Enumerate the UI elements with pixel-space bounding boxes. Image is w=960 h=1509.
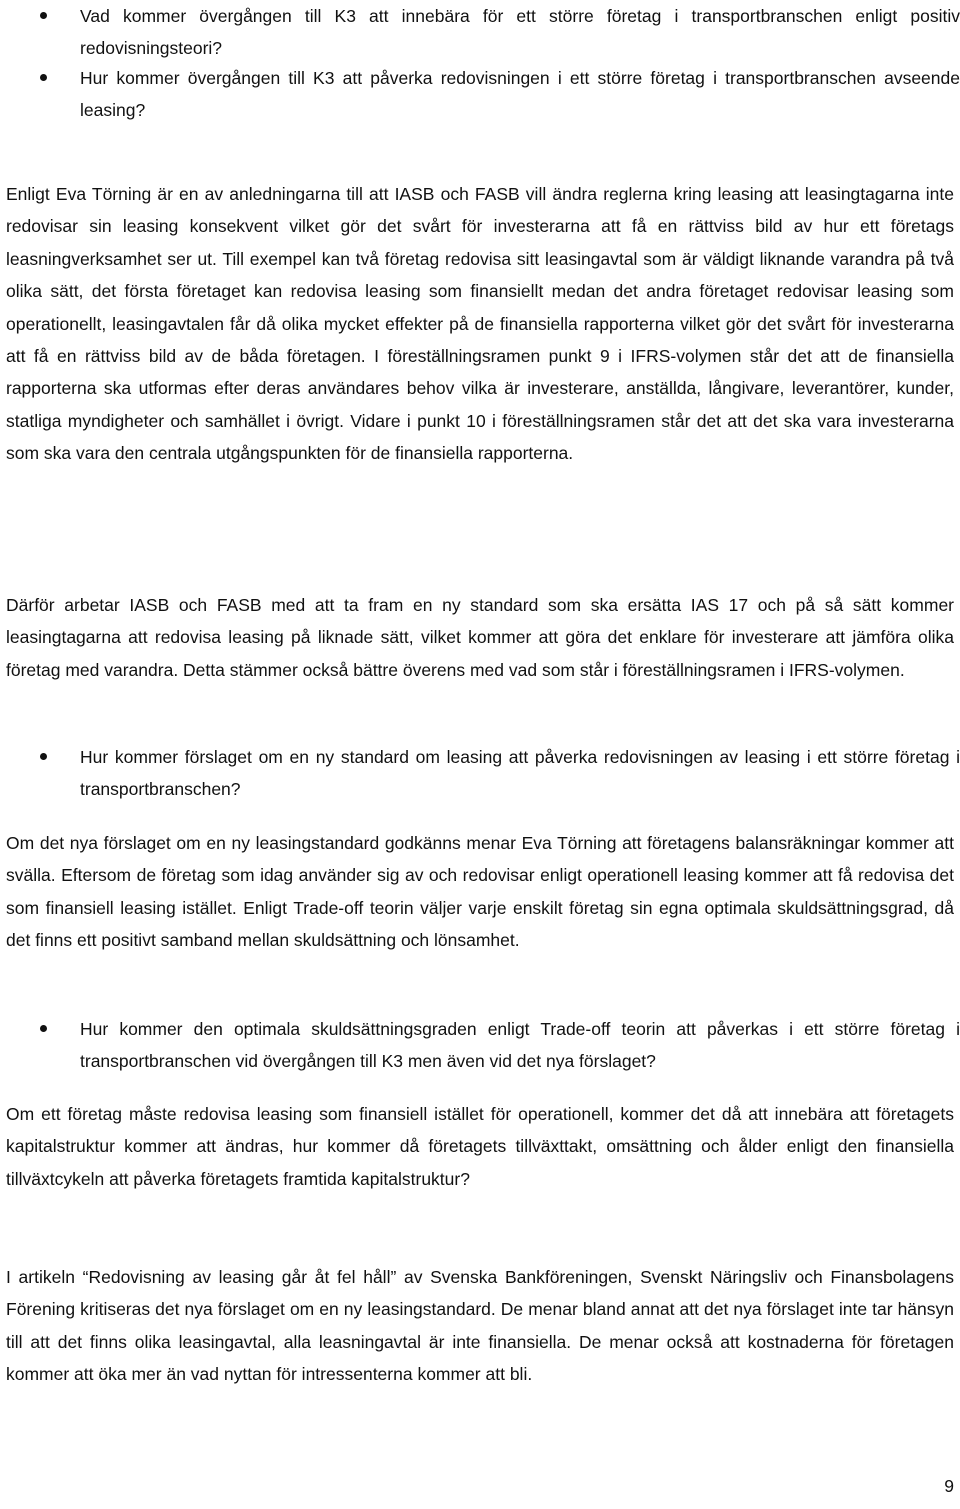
- bullet-dot-icon: [40, 74, 47, 81]
- bullet-dot-icon: [40, 1025, 47, 1032]
- body-paragraph: Om ett företag måste redovisa leasing som finansiell istället för operationell, kommer det då att innebära att företagets kapitalstruktur kommer att ändras, hur kommer då företagets tillväxttakt, omsättning och ålder enligt den finansiella tillväxtcykeln att påverka företagets framtida kapitalstruktur?: [6, 1104, 954, 1189]
- body-paragraph: Enligt Eva Törning är en av anledningarna till att IASB och FASB vill ändra reglerna kring leasing att leasingtagarna inte redovisar sin leasing konsekvent vilket gör det svårt för investerarna att få en rättviss bild av hur ett företags leasningverksamhet ser ut. Till exempel kan två företag redovisa sitt leasingavtal som är väldigt liknande varandra på två olika sätt, det första företaget kan redovisa leasing som finansiellt medan det andra företaget redovisar leasing som operationellt, leasingavtalen får då olika mycket effekter på de finansiella rapporterna vilket gör det svårt för investerarna att få en rättviss bild av de båda företagen. I föreställningsramen punkt 9 i IFRS-volymen står det att de finansiella rapporterna ska utformas efter deras användares behov vilka är investerare, anställda, långivare, leverantörer, kunder, statliga myndigheter och samhället i övrigt. Vidare i punkt 10 i föreställningsramen står det att det ska vara investerarna som ska vara den centrala utgångspunkten för de finansiella rapporterna.: [6, 184, 954, 464]
- bullet-text: Vad kommer övergången till K3 att innebära för ett större företag i transportbranschen enligt positiv redovisningsteori?: [80, 6, 960, 59]
- bullet-dot-icon: [40, 753, 47, 760]
- bullet-text: Hur kommer övergången till K3 att påverka redovisningen i ett större företag i transportbranschen avseende leasing?: [80, 68, 960, 121]
- bullet-text: Hur kommer den optimala skuldsättningsgraden enligt Trade-off teorin att påverkas i ett större företag i transportbranschen vid övergången till K3 men även vid det nya förslaget?: [80, 1019, 960, 1072]
- body-paragraph: Om det nya förslaget om en ny leasingstandard godkänns menar Eva Törning att företagens balansräkningar kommer att svälla. Eftersom de företag som idag använder sig av och redovisar enligt operationell leasing kommer att få redovisa det som finansiell leasing istället. Enligt Trade-off teorin väljer varje enskilt företag sin egna optimala skuldsättningsgrad, då det finns ett positivt samband mellan skuldsättning och lönsamhet.: [6, 833, 954, 951]
- bullet-dot-icon: [40, 12, 47, 19]
- page-number: 9: [944, 1476, 954, 1496]
- body-paragraph: I artikeln “Redovisning av leasing går åt fel håll” av Svenska Bankföreningen, Svenskt Näringsliv och Finansbolagens Förening kritiseras det nya förslaget om en ny leasingstandard. De menar bland annat att det nya förslaget inte tar hänsyn till att det finns olika leasingavtal, alla leasningavtal är inte finansiella. De menar också att kostnaderna för företagen kommer att öka mer än vad nyttan för intressenterna kommer att bli.: [6, 1267, 954, 1385]
- body-paragraph: Därför arbetar IASB och FASB med att ta fram en ny standard som ska ersätta IAS 17 och på så sätt kommer leasingtagarna att redovisa leasing på liknade sätt, vilket kommer att göra det enklare för investerare att jämföra olika företag med varandra. Detta stämmer också bättre överens med vad som står i föreställningsramen i IFRS-volymen.: [6, 595, 954, 680]
- bullet-text: Hur kommer förslaget om en ny standard om leasing att påverka redovisningen av leasing i ett större företag i transportbranschen?: [80, 747, 960, 800]
